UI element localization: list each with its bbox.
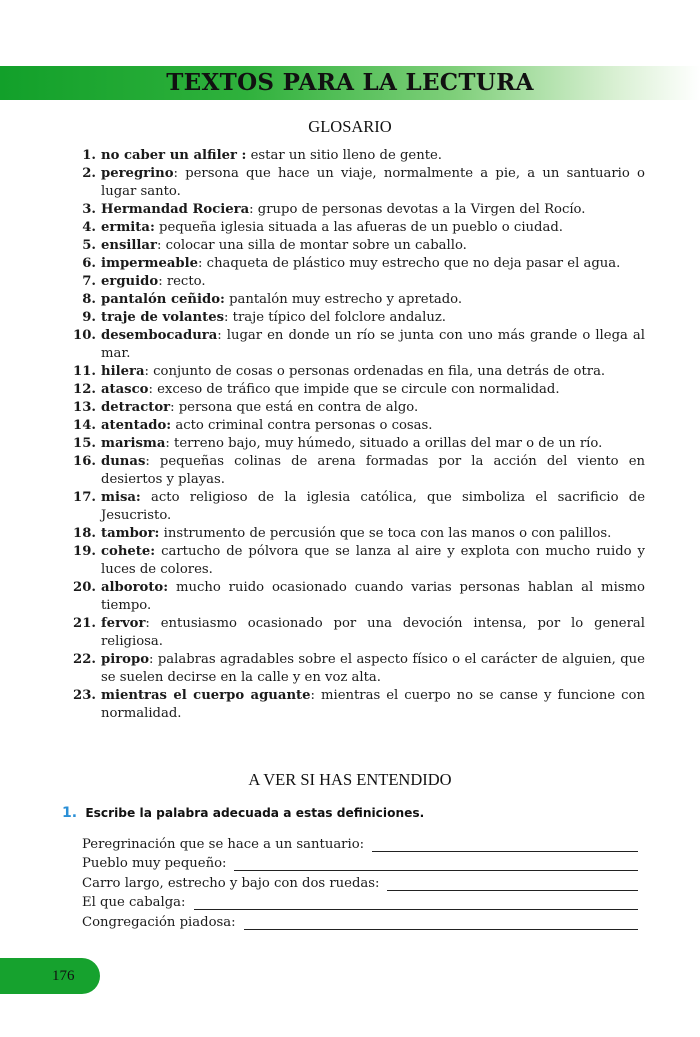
glossary-item: 8. pantalón ceñido: pantalón muy estrecho y apretado. [82,292,463,307]
answer-blank[interactable] [234,856,638,871]
glossary-item: 1. no caber un alfiler : estar un sitio lleno de gente. [82,148,442,163]
answer-blank[interactable] [244,915,638,930]
exercise-number: 1. [62,805,78,821]
fill-in-list [82,832,638,930]
glossary-item: 3. Hermandad Rociera: grupo de personas devotas a la Virgen del Rocío. [82,202,586,217]
glossary-item: 17. misa: acto religioso de la iglesia católica, que simboliza el sacrificio de Jesucristo. [73,490,645,523]
fill-in-row [82,832,638,852]
fill-in-row [82,871,638,891]
glossary-item: 16. dunas: pequeñas colinas de arena formadas por la acción del viento en desiertos y playas. [73,454,645,487]
glossary-item: 4. ermita: pequeña iglesia situada a las afueras de un pueblo o ciudad. [82,220,563,235]
glossary-item: 2. peregrino: persona que hace un viaje, normalmente a pie, a un santuario o lugar santo. [82,166,645,199]
fill-in-row [82,891,638,911]
page-number-tab [0,958,100,994]
fill-in-row [82,852,638,872]
glossary-item: 20. alboroto: mucho ruido ocasionado cuando varias personas hablan al mismo tiempo. [73,580,645,613]
exercise-prompt: Escribe la palabra adecuada a estas definiciones. [85,806,425,820]
fill-in-prompt: Carro largo, estrecho y bajo con dos ruedas: [82,875,380,891]
glossary-item: 21. fervor: entusiasmo ocasionado por una devoción intensa, por lo general religiosa. [73,616,645,649]
answer-blank[interactable] [372,837,638,852]
exercise-instruction [62,805,642,821]
glossary-item: 22. piropo: palabras agradables sobre el aspecto físico o el carácter de alguien, que se suelen decirse en la calle y en voz alta. [73,652,645,685]
page-title: TEXTOS PARA LA LECTURA [166,69,534,96]
glossary-item: 6. impermeable: chaqueta de plástico muy estrecho que no deja pasar el agua. [82,256,621,271]
glossary-list [60,147,645,723]
answer-blank[interactable] [387,876,638,891]
fill-in-prompt: El que cabalga: [82,895,186,910]
glossary-item: 12. atasco: exceso de tráfico que impide que se circule con normalidad. [73,382,560,397]
glossary-item: 5. ensillar: colocar una silla de montar sobre un caballo. [82,238,467,253]
glossary-title: GLOSARIO [308,117,392,136]
glossary-item: 13. detractor: persona que está en contra de algo. [73,400,419,415]
page-number: 176 [52,968,75,984]
glossary-item: 18. tambor: instrumento de percusión que se toca con las manos o con palillos. [73,526,612,541]
glossary-item: 15. marisma: terreno bajo, muy húmedo, situado a orillas del mar o de un río. [73,436,603,451]
glossary-item: 23. mientras el cuerpo aguante: mientras el cuerpo no se canse y funcione con normalidad. [73,688,645,721]
fill-in-prompt: Congregación piadosa: [82,914,236,930]
glossary-item: 11. hilera: conjunto de cosas o personas ordenadas en fila, una detrás de otra. [73,364,606,379]
glossary-item: 19. cohete: cartucho de pólvora que se lanza al aire y explota con mucho ruido y luces de colores. [73,544,645,577]
glossary-item: 7. erguido: recto. [82,274,206,289]
comprehension-title: A VER SI HAS ENTENDIDO [248,770,452,789]
glossary-item: 9. traje de volantes: traje típico del folclore andaluz. [82,310,446,325]
answer-blank[interactable] [194,895,639,910]
fill-in-row [82,910,638,930]
fill-in-prompt: Pueblo muy pequeño: [82,856,227,871]
fill-in-prompt: Peregrinación que se hace a un santuario: [82,836,365,852]
glossary-item: 10. desembocadura: lugar en donde un río se junta con uno más grande o llega al mar. [73,328,645,361]
glossary-item: 14. atentado: acto criminal contra personas o cosas. [73,418,433,433]
